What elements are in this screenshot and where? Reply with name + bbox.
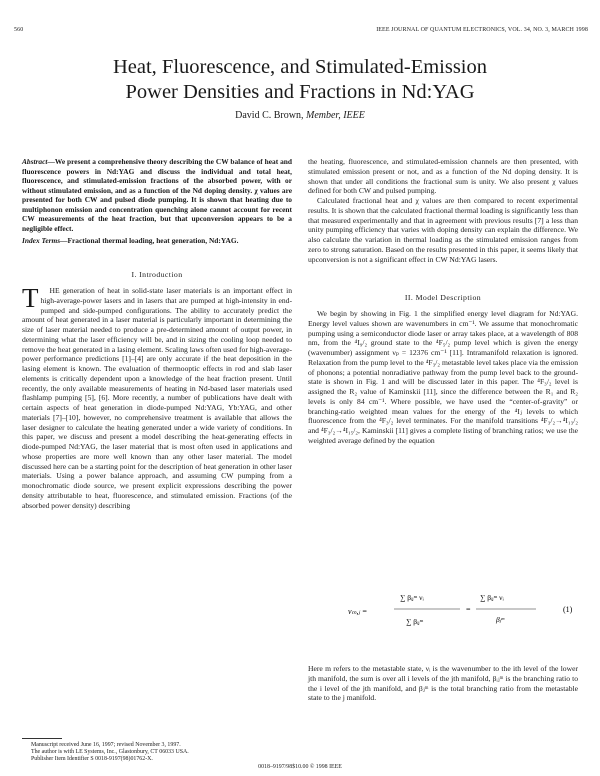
paper-title-line-1: Heat, Fluorescence, and Stimulated-Emission: [112, 56, 488, 78]
footnote: [22, 742, 292, 764]
equation-equals: =: [466, 605, 471, 614]
model-paragraph-1: We begin by showing in Fig. 1 the simplified energy level diagram for Nd:YAG. Energy level values shown are wavenumbers in cm⁻¹. We assume that monochromatic pumping using a semiconductor diode laser or array takes place, at a wavelength of 808 nm, from the ⁴I₉/₂ ground state to the ⁴F₅/₂ pump level which is given the energy (wavenumber) assignment νₚ = 12376 cm⁻¹ [11]. Intramanifold relaxation is ignored. Relaxation from the pump level to the ⁴F₃/₂ metastable level takes place via the emission of phonons; a potential nonradiative pathway from the pump level back to the ground-state is shown in Fig. 1 and will be discussed later in this paper. The ⁴F₃/₂ level is assigned the R₂ value of Kaminskii [11], since the difference between the R₁ and R₂ levels is only 84 cm⁻¹. Where possible, we have used the “center-of-gravity” or branching-ratio weighted mean values for the energy of the ⁴Iⱼ levels to which fluorescence from the ⁴F₃/₂ level terminates. For the manifold transitions ⁴F₃/₂→⁴I₁₃/₂ and ⁴F₃/₂→⁴I₁₅/₂, Kaminskii [11] gives a complete listing of branching ratios; we use the weighted average defined by the equation: [308, 309, 578, 445]
intro-text: HE generation of heat in solid-state laser materials is an important effect in high-average-power lasers and in lasers that are pumped at high-intensity in end-pumped and side-pumped configurations. The ability to accurately predict the amount of heat generated in a laser material is particularly important in determining the size of laser material needed to produce a pre-determined amount of output power, in determining what the laser efficiency will be, and in sizing the cooling loop needed to remove the heat generated in a lasing element. Scaling laws often used for high-average-power performance predictions [1]–[4] are only accurate if the heat deposition in the lasing element is known. The evaluation of thermooptic effects in rod and slab laser elements is critically dependent upon a knowledge of the heat fraction present. Until recently, the only available measurements of heating in Nd-based laser materials used flashlamp pumping [5], [6]. More recently, a number of publications have dealt with certain aspects of heat generation in diode-pumped Nd:YAG, Yb:YAG, and other materials [7]–[10], however, no comprehensive treatment is available that allows the laser designer to calculate the heating generated under a wide variety of conditions. In this paper, we discuss and present a model describing the heat-generating effects in diode-pumped Nd:YAG, the laser material that is most often used in applications and whose properties are more well known than any other laser material. The model discussed here can be a starting point for the description of heat generation in other laser materials. Using a power balance approach, and assuming CW pumping from a monochromatic diode source, we present explicit expressions describing the power density attributable to heat, fluorescence, and stimulated emission. Fractions (of the absorbed power density) describing: [22, 286, 292, 510]
footnote-line-1: Manuscript received June 16, 1997; revised November 3, 1997.: [31, 742, 181, 748]
equation-denominator-1: ∑ βᵢⱼᵐ: [406, 617, 424, 626]
intro-body: [22, 283, 292, 510]
abstract-label: Abstract—: [22, 157, 55, 166]
model-paragraph-2: Here m refers to the metastable state, νᵢ is the wavenumber to the ith level of the lower jth manifold, the sum is over all i levels of the jth manifold, βᵢⱼᵐ is the branching ratio to the i level of the jth manifold, and βⱼᵐ is the total branching ratio from the metastable state to the j manifold.: [308, 664, 578, 703]
journal-header: IEEE JOURNAL OF QUANTUM ELECTRONICS, VOL. 34, NO. 3, MARCH 1998: [376, 27, 588, 33]
footnote-line-3: Publisher Item Identifier S 0018-9197(98)01762-X.: [31, 756, 153, 763]
section-2-title: II. Model Description: [404, 293, 482, 302]
index-terms-label: Index Terms—: [22, 236, 68, 245]
section-1-title: I. Introduction: [131, 270, 183, 279]
equation-numerator-2: ∑ βᵢⱼᵐ νᵢ: [480, 593, 504, 602]
paper-title-line-2: Power Densities and Fractions in Nd:YAG: [125, 81, 475, 103]
index-terms: [22, 236, 292, 246]
author-role: Member, IEEE: [305, 110, 365, 121]
page-number: 560: [14, 27, 24, 33]
right-paragraph-2: Calculated fractional heat and χ values are then compared to recent experimental results. It is shown that the calculated fractional thermal loading is significantly less than that measured experimentally and that in agreement with previous results [7] a less than unity pumping efficiency that varies with doping density can explain the difference. We also calculate the variation in thermal loading as the stimulated emission ranges from zero to strong saturation. Based on the results presented in this paper, it seems likely that upconversion is not a significant effect in CW Nd:YAG lasers.: [308, 196, 578, 264]
equation-numerator-1: ∑ βᵢⱼᵐ νᵢ: [400, 593, 424, 602]
right-column-intro: [308, 157, 578, 264]
equation-denominator-2: βⱼᵐ: [496, 615, 505, 624]
model-description-continued: [308, 664, 578, 703]
footnote-rule: [22, 738, 62, 739]
model-description-body: [308, 309, 578, 446]
equation-1: [308, 578, 578, 640]
drop-cap: T: [22, 283, 39, 313]
abstract-text: We present a comprehensive theory describing the CW balance of heat and fluorescence powers in Nd:YAG and discuss the individual and total heat, fluorescence, and stimulated-emission fractions of the absorbed power, with or without stimulated emission, and as a function of the Nd doping density. χ values are presented for both CW and pulsed diode pumping. It is shown that heating due to multiphonon emission and concentration quenching alone cannot account for recent CW measurements of the heat fraction, but that upconversion appears to be a negligible effect.: [22, 157, 292, 233]
equation-number: (1): [563, 605, 573, 614]
footnote-line-2: The author is with LE Systems, Inc., Glastonbury, CT 06033 USA.: [31, 749, 189, 756]
author-line: [0, 110, 600, 121]
intro-paragraph: [22, 283, 292, 510]
right-paragraph-1: the heating, fluorescence, and stimulated-emission channels are then presented, with stimulated emission present or not, and as a function of the Nd doping density. It is shown that under all conditions the fractional sum is unity. We also present χ values defined for both CW and pulsed pumping.: [308, 157, 578, 196]
author-name: David C. Brown,: [235, 110, 304, 121]
abstract: [22, 157, 292, 233]
copyright-footer: 0018–9197/98$10.00 © 1998 IEEE: [258, 764, 342, 770]
index-terms-text: Fractional thermal loading, heat generation, Nd:YAG.: [67, 236, 239, 245]
equation-lhs: νₘ,ⱼ =: [348, 607, 368, 616]
